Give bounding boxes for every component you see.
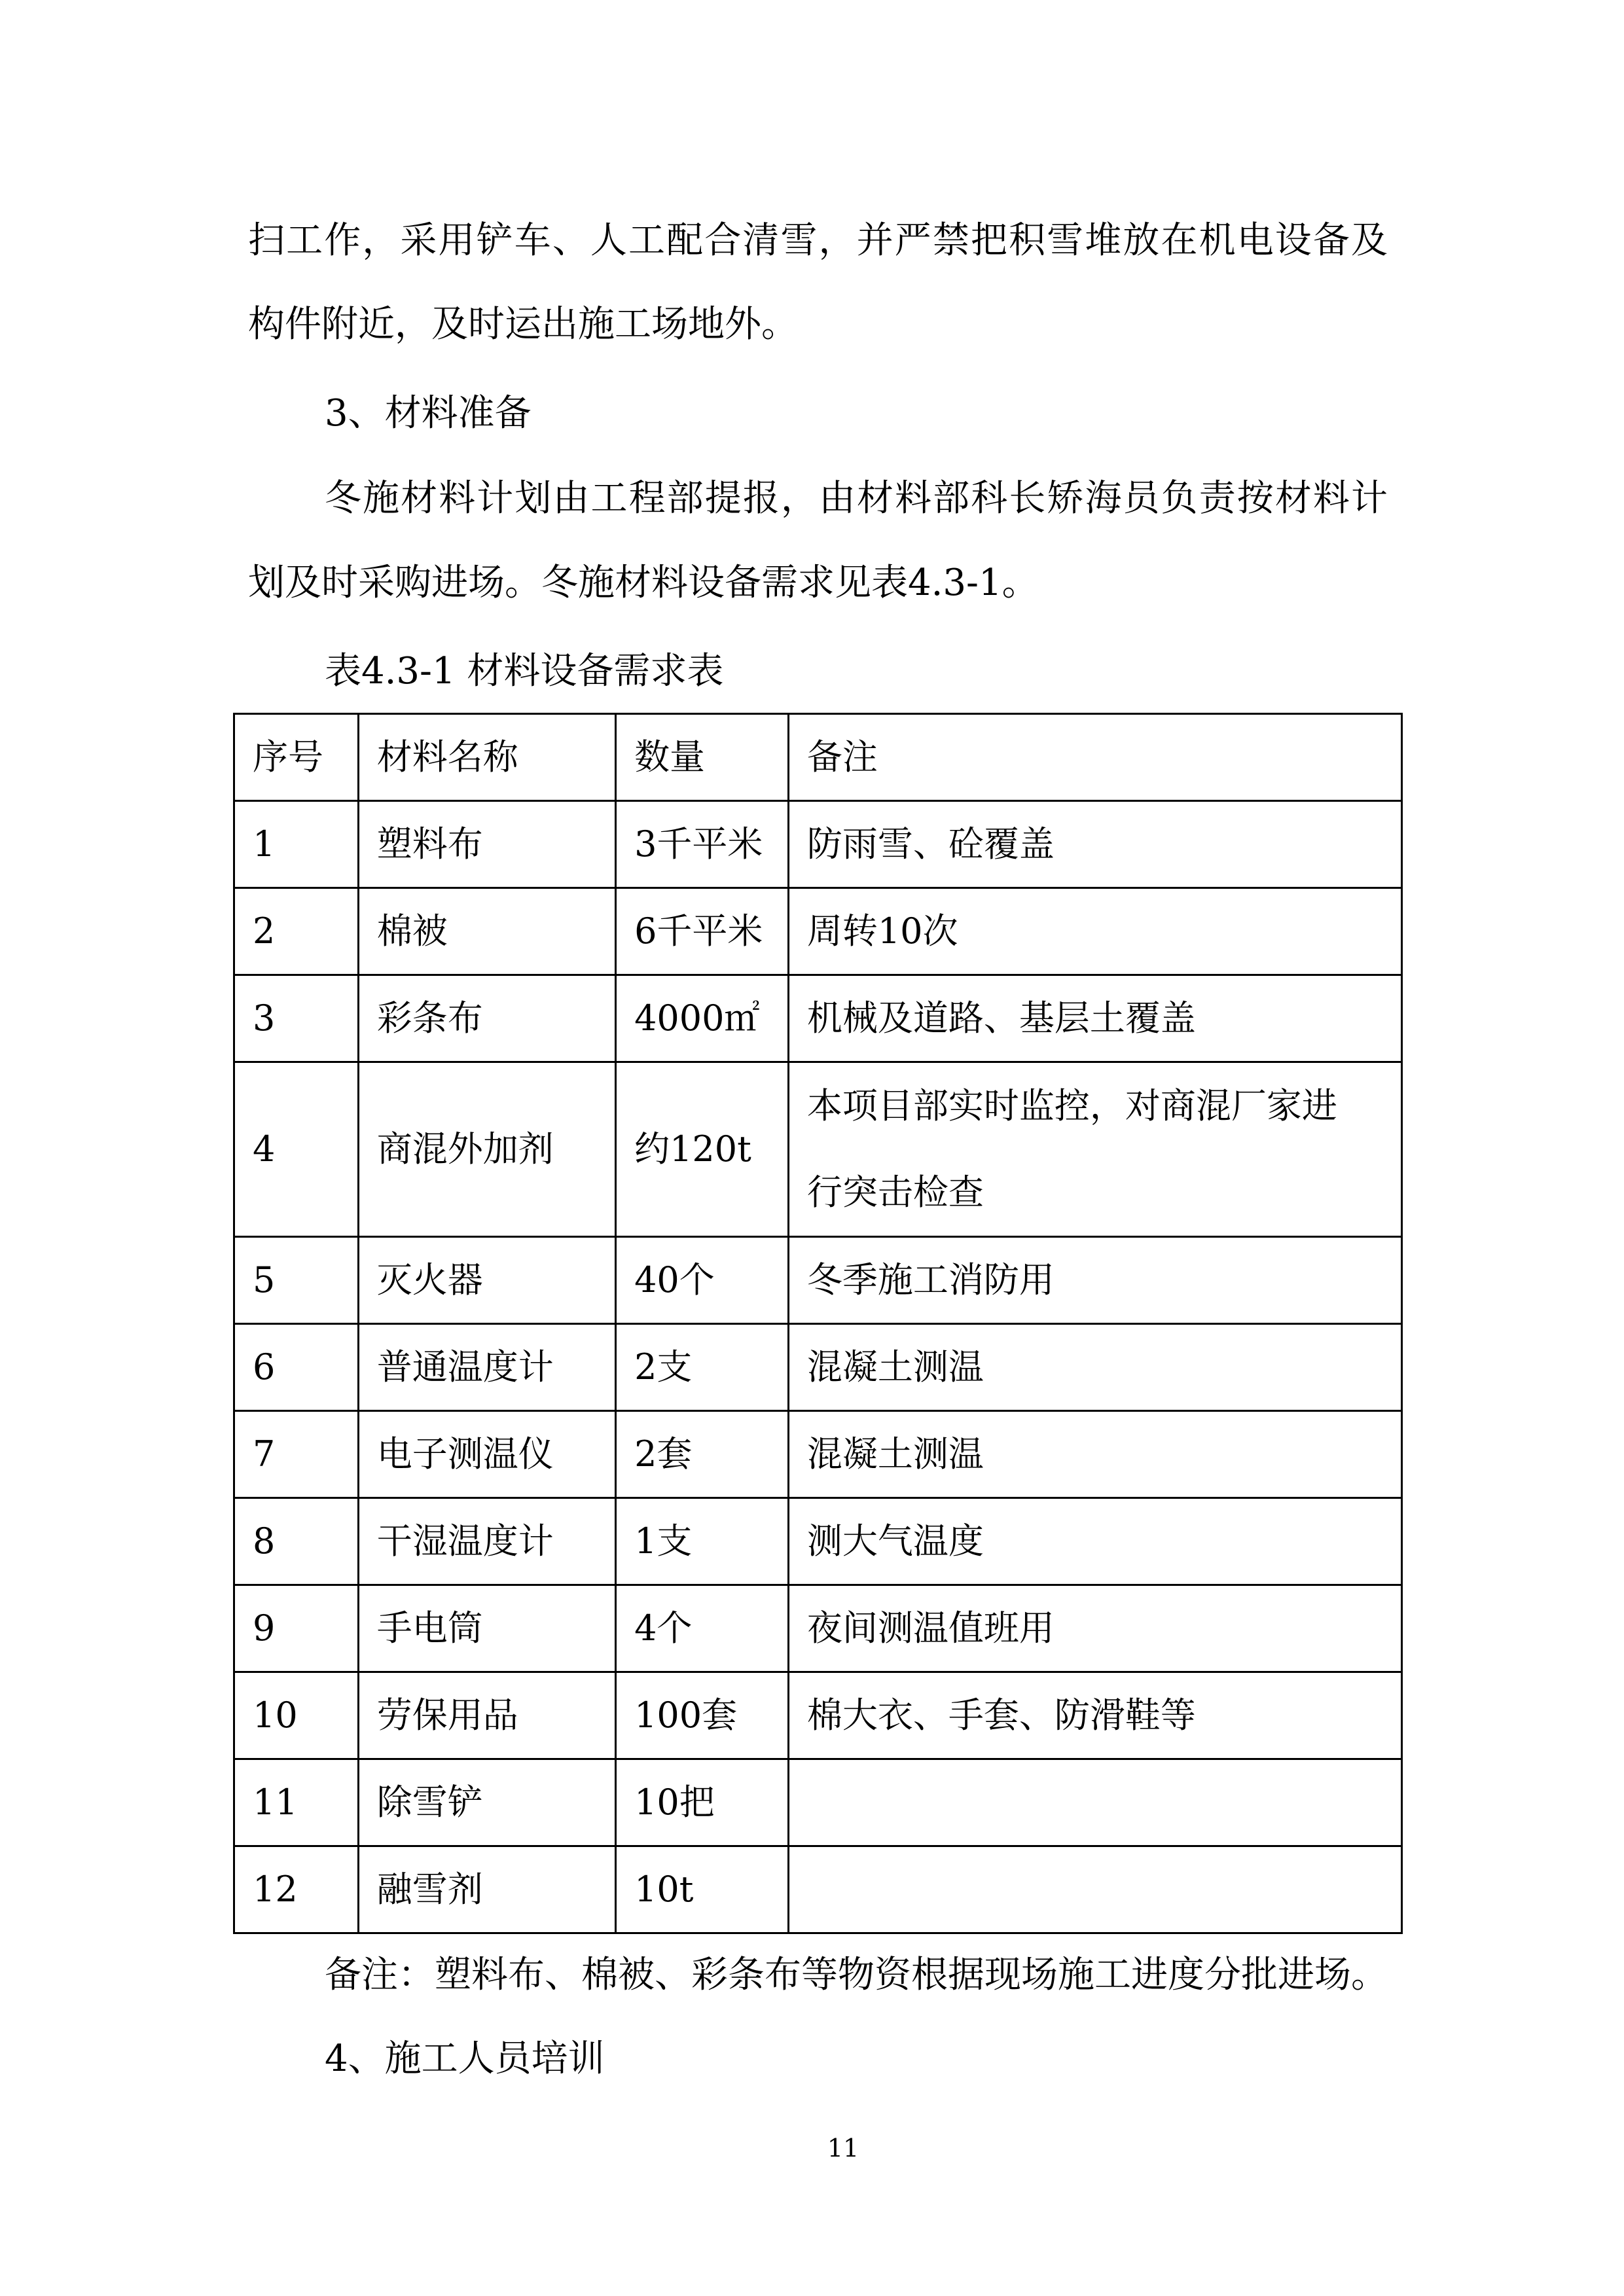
cell-quantity: 2套 — [616, 1411, 789, 1498]
cell-remark: 混凝土测温 — [788, 1411, 1401, 1498]
table-row — [234, 1498, 1402, 1585]
cell-material: 塑料布 — [358, 801, 615, 888]
table-row — [234, 1324, 1402, 1411]
cell-index: 12 — [234, 1846, 359, 1933]
table-header-row — [234, 714, 1402, 801]
table-row — [234, 1585, 1402, 1672]
cell-index: 6 — [234, 1324, 359, 1411]
cell-remark — [788, 1846, 1401, 1933]
section-heading: 4、施工人员培训 — [325, 2037, 605, 2080]
paragraph-line: 冬施材料计划由工程部提报，由材料部科长矫海员负责按材料计 — [325, 477, 1388, 520]
cell-material: 棉被 — [358, 888, 615, 975]
cell-material: 灭火器 — [358, 1237, 615, 1324]
remark-line: 行突击检查 — [806, 1172, 984, 1213]
cell-remark: 夜间测温值班用 — [788, 1585, 1401, 1672]
cell-index: 11 — [234, 1759, 359, 1846]
cell-quantity: 2支 — [616, 1324, 789, 1411]
cell-remark: 测大气温度 — [788, 1498, 1401, 1585]
cell-material: 干湿温度计 — [358, 1498, 615, 1585]
cell-material: 商混外加剂 — [358, 1062, 615, 1237]
table-row — [234, 801, 1402, 888]
table-row — [234, 1237, 1402, 1324]
cell-quantity: 100套 — [616, 1672, 789, 1759]
cell-quantity: 约120t — [616, 1062, 789, 1237]
table-note: 备注：塑料布、棉被、彩条布等物资根据现场施工进度分批进场。 — [325, 1954, 1388, 1996]
cell-quantity: 1支 — [616, 1498, 789, 1585]
cell-remark: 周转10次 — [788, 888, 1401, 975]
cell-material: 电子测温仪 — [358, 1411, 615, 1498]
table-row — [234, 1062, 1402, 1237]
header-cell: 数量 — [616, 714, 789, 801]
cell-material: 劳保用品 — [358, 1672, 615, 1759]
cell-index: 8 — [234, 1498, 359, 1585]
materials-table — [233, 713, 1403, 1934]
cell-quantity: 10t — [616, 1846, 789, 1933]
cell-index: 9 — [234, 1585, 359, 1672]
cell-remark: 棉大衣、手套、防滑鞋等 — [788, 1672, 1401, 1759]
table-row — [234, 1846, 1402, 1933]
section-heading: 3、材料准备 — [325, 392, 532, 435]
cell-quantity: 10把 — [616, 1759, 789, 1846]
table-row — [234, 1759, 1402, 1846]
cell-index: 1 — [234, 801, 359, 888]
cell-material: 除雪铲 — [358, 1759, 615, 1846]
header-cell: 备注 — [788, 714, 1401, 801]
cell-remark — [788, 1759, 1401, 1846]
cell-quantity: 4个 — [616, 1585, 789, 1672]
page-number: 11 — [827, 2134, 859, 2162]
paragraph-line: 构件附近，及时运出施工场地外。 — [248, 303, 798, 346]
cell-index: 10 — [234, 1672, 359, 1759]
cell-index: 5 — [234, 1237, 359, 1324]
cell-quantity: 4000㎡ — [616, 975, 789, 1062]
cell-quantity: 3千平米 — [616, 801, 789, 888]
table-caption: 表4.3-1 材料设备需求表 — [325, 650, 724, 692]
cell-material: 彩条布 — [358, 975, 615, 1062]
cell-index: 2 — [234, 888, 359, 975]
paragraph-line: 扫工作，采用铲车、人工配合清雪，并严禁把积雪堆放在机电设备及 — [248, 219, 1388, 262]
cell-material: 融雪剂 — [358, 1846, 615, 1933]
cell-material: 普通温度计 — [358, 1324, 615, 1411]
cell-quantity: 6千平米 — [616, 888, 789, 975]
cell-remark: 机械及道路、基层土覆盖 — [788, 975, 1401, 1062]
table-row — [234, 1411, 1402, 1498]
cell-material: 手电筒 — [358, 1585, 615, 1672]
cell-index: 4 — [234, 1062, 359, 1237]
header-cell: 序号 — [234, 714, 359, 801]
remark-line: 本项目部实时监控，对商混厂家进 — [806, 1085, 1337, 1126]
cell-remark: 防雨雪、砼覆盖 — [788, 801, 1401, 888]
cell-quantity: 40个 — [616, 1237, 789, 1324]
cell-remark — [788, 1062, 1401, 1237]
cell-remark: 冬季施工消防用 — [788, 1237, 1401, 1324]
cell-index: 7 — [234, 1411, 359, 1498]
paragraph-line: 划及时采购进场。冬施材料设备需求见表4.3-1。 — [248, 562, 1039, 604]
cell-remark: 混凝土测温 — [788, 1324, 1401, 1411]
cell-index: 3 — [234, 975, 359, 1062]
header-cell: 材料名称 — [358, 714, 615, 801]
table-row — [234, 975, 1402, 1062]
table-row — [234, 888, 1402, 975]
table-row — [234, 1672, 1402, 1759]
